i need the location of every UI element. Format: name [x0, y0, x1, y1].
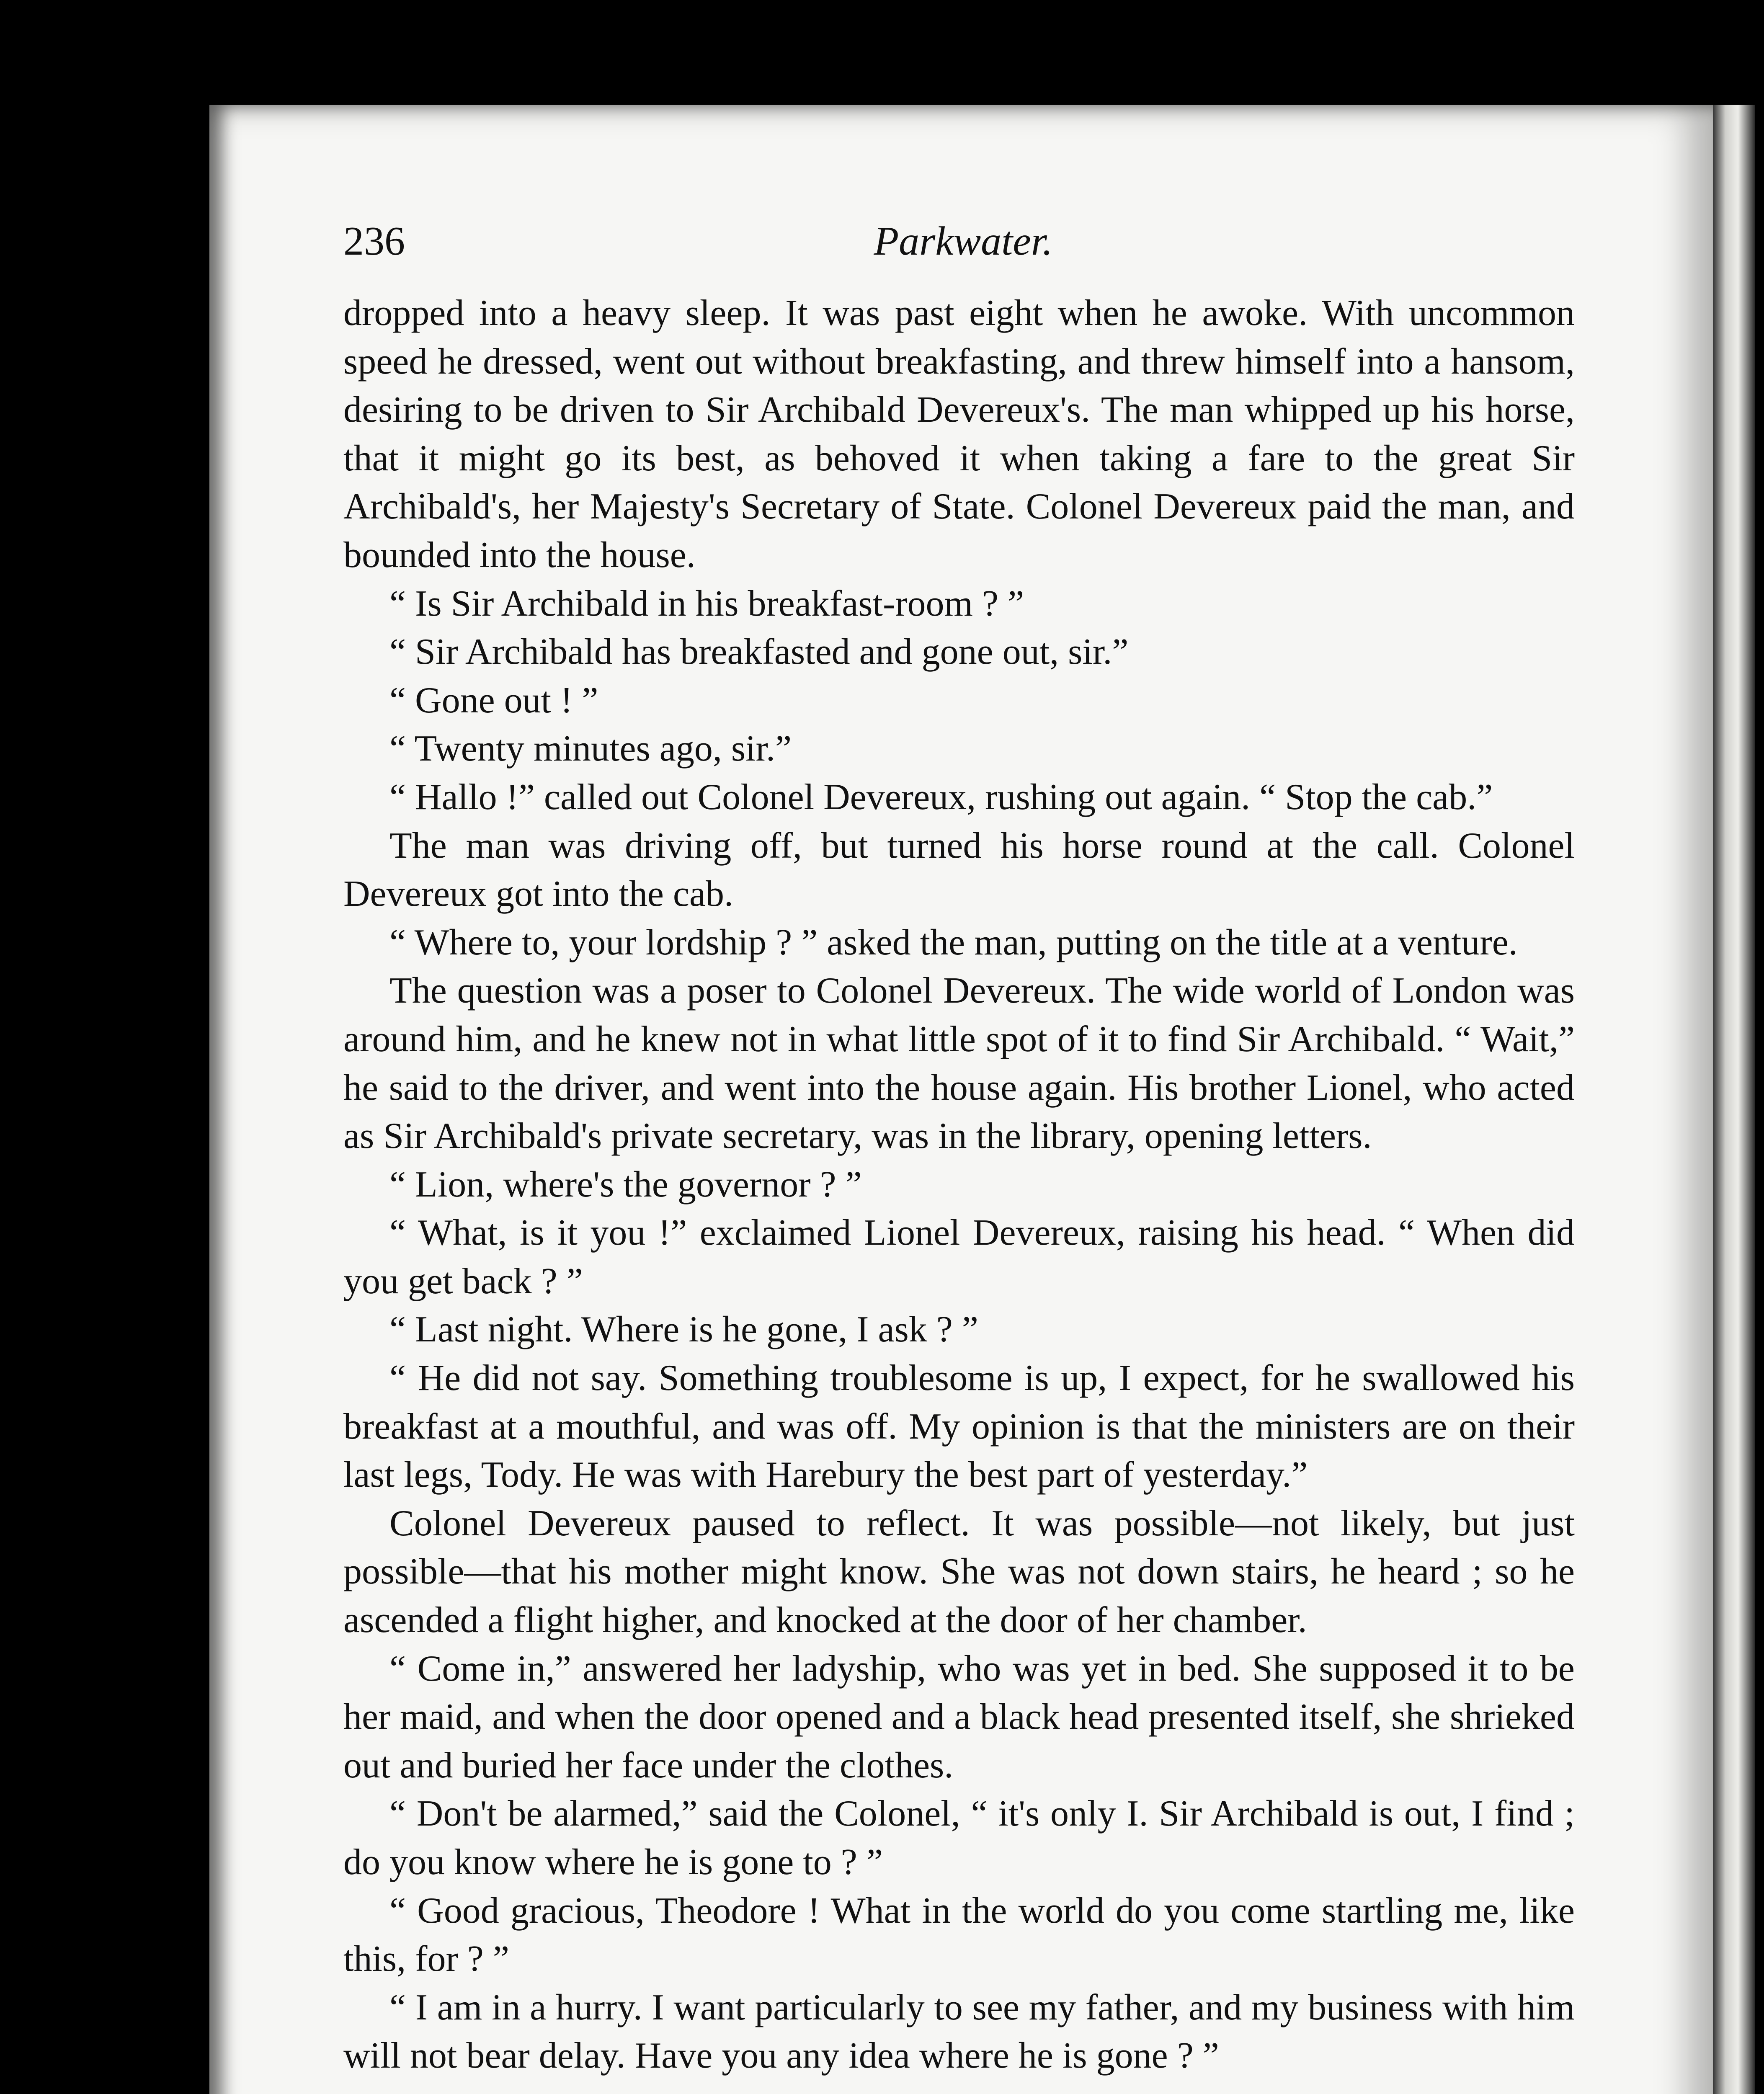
paragraph: “ Last night. Where is he gone, I ask ? ”: [389, 1309, 978, 1350]
page-number: 236: [343, 219, 405, 264]
paragraph: Colonel Devereux paused to reflect. It was possible—not likely, but just possible—that his mother might know. She was not down stairs, he heard ; so he ascended a flight higher, and knocked at the door of her chamber.: [343, 1503, 1575, 1641]
page-edge: [1713, 105, 1755, 2094]
paragraph: The man was driving off, but turned his horse round at the call. Colonel Devereux got into the cab.: [343, 825, 1575, 915]
paragraph: “ Come in,” answered her ladyship, who was yet in bed. She supposed it to be her maid, and when the door opened and a black head presented itself, she shrieked out and buried her face under the clothes.: [343, 1648, 1575, 1786]
paragraph: The question was a poser to Colonel Devereux. The wide world of London was around him, and he knew not in what little spot of it to find Sir Archibald. “ Wait,” he said to the driver, and went into the house again. His brother Lionel, who acted as Sir Archibald's private secretary, was in the library, opening letters.: [343, 970, 1575, 1157]
body-text: [343, 289, 1575, 2080]
paragraph: “ Hallo !” called out Colonel Devereux, rushing out again. “ Stop the cab.”: [389, 776, 1493, 817]
paragraph: “ What, is it you !” exclaimed Lionel Devereux, raising his head. “ When did you get back ? ”: [343, 1212, 1575, 1302]
paragraph: “ Is Sir Archibald in his breakfast-room ? ”: [389, 583, 1024, 624]
paragraph: “ Twenty minutes ago, sir.”: [389, 728, 792, 769]
paragraph: “ He did not say. Something troublesome is up, I expect, for he swallowed his breakfast at a mouthful, and was off. My opinion is that the ministers are on their last legs, Tody. He was with Harebury the best part of yesterday.”: [343, 1358, 1575, 1496]
paragraph: dropped into a heavy sleep. It was past eight when he awoke. With uncommon speed he dressed, went out without breakfasting, and threw himself into a hansom, desiring to be driven to Sir Archibald Devereux's. The man whipped up his horse, that it might go its best, as behoved it when taking a fare to the great Sir Archibald's, her Majesty's Secretary of State. Colonel Devereux paid the man, and bounded into the house.: [343, 293, 1575, 575]
paragraph: “ Don't be alarmed,” said the Colonel, “ it's only I. Sir Archibald is out, I find ; do you know where he is gone to ? ”: [343, 1793, 1575, 1883]
paragraph: “ Good gracious, Theodore ! What in the world do you come startling me, like this, for ? ”: [343, 1890, 1575, 1980]
running-head: [343, 218, 1583, 268]
paragraph: “ Sir Archibald has breakfasted and gone out, sir.”: [389, 632, 1129, 673]
paragraph: “ I am in a hurry. I want particularly to see my father, and my business with him will not bear delay. Have you any idea where he is gone ? ”: [343, 1987, 1575, 2076]
paragraph: “ Lion, where's the governor ? ”: [389, 1164, 862, 1205]
paragraph: “ Gone out ! ”: [389, 680, 598, 721]
running-title: Parkwater.: [874, 219, 1053, 264]
paragraph: “ Where to, your lordship ? ” asked the man, putting on the title at a venture.: [389, 922, 1518, 963]
